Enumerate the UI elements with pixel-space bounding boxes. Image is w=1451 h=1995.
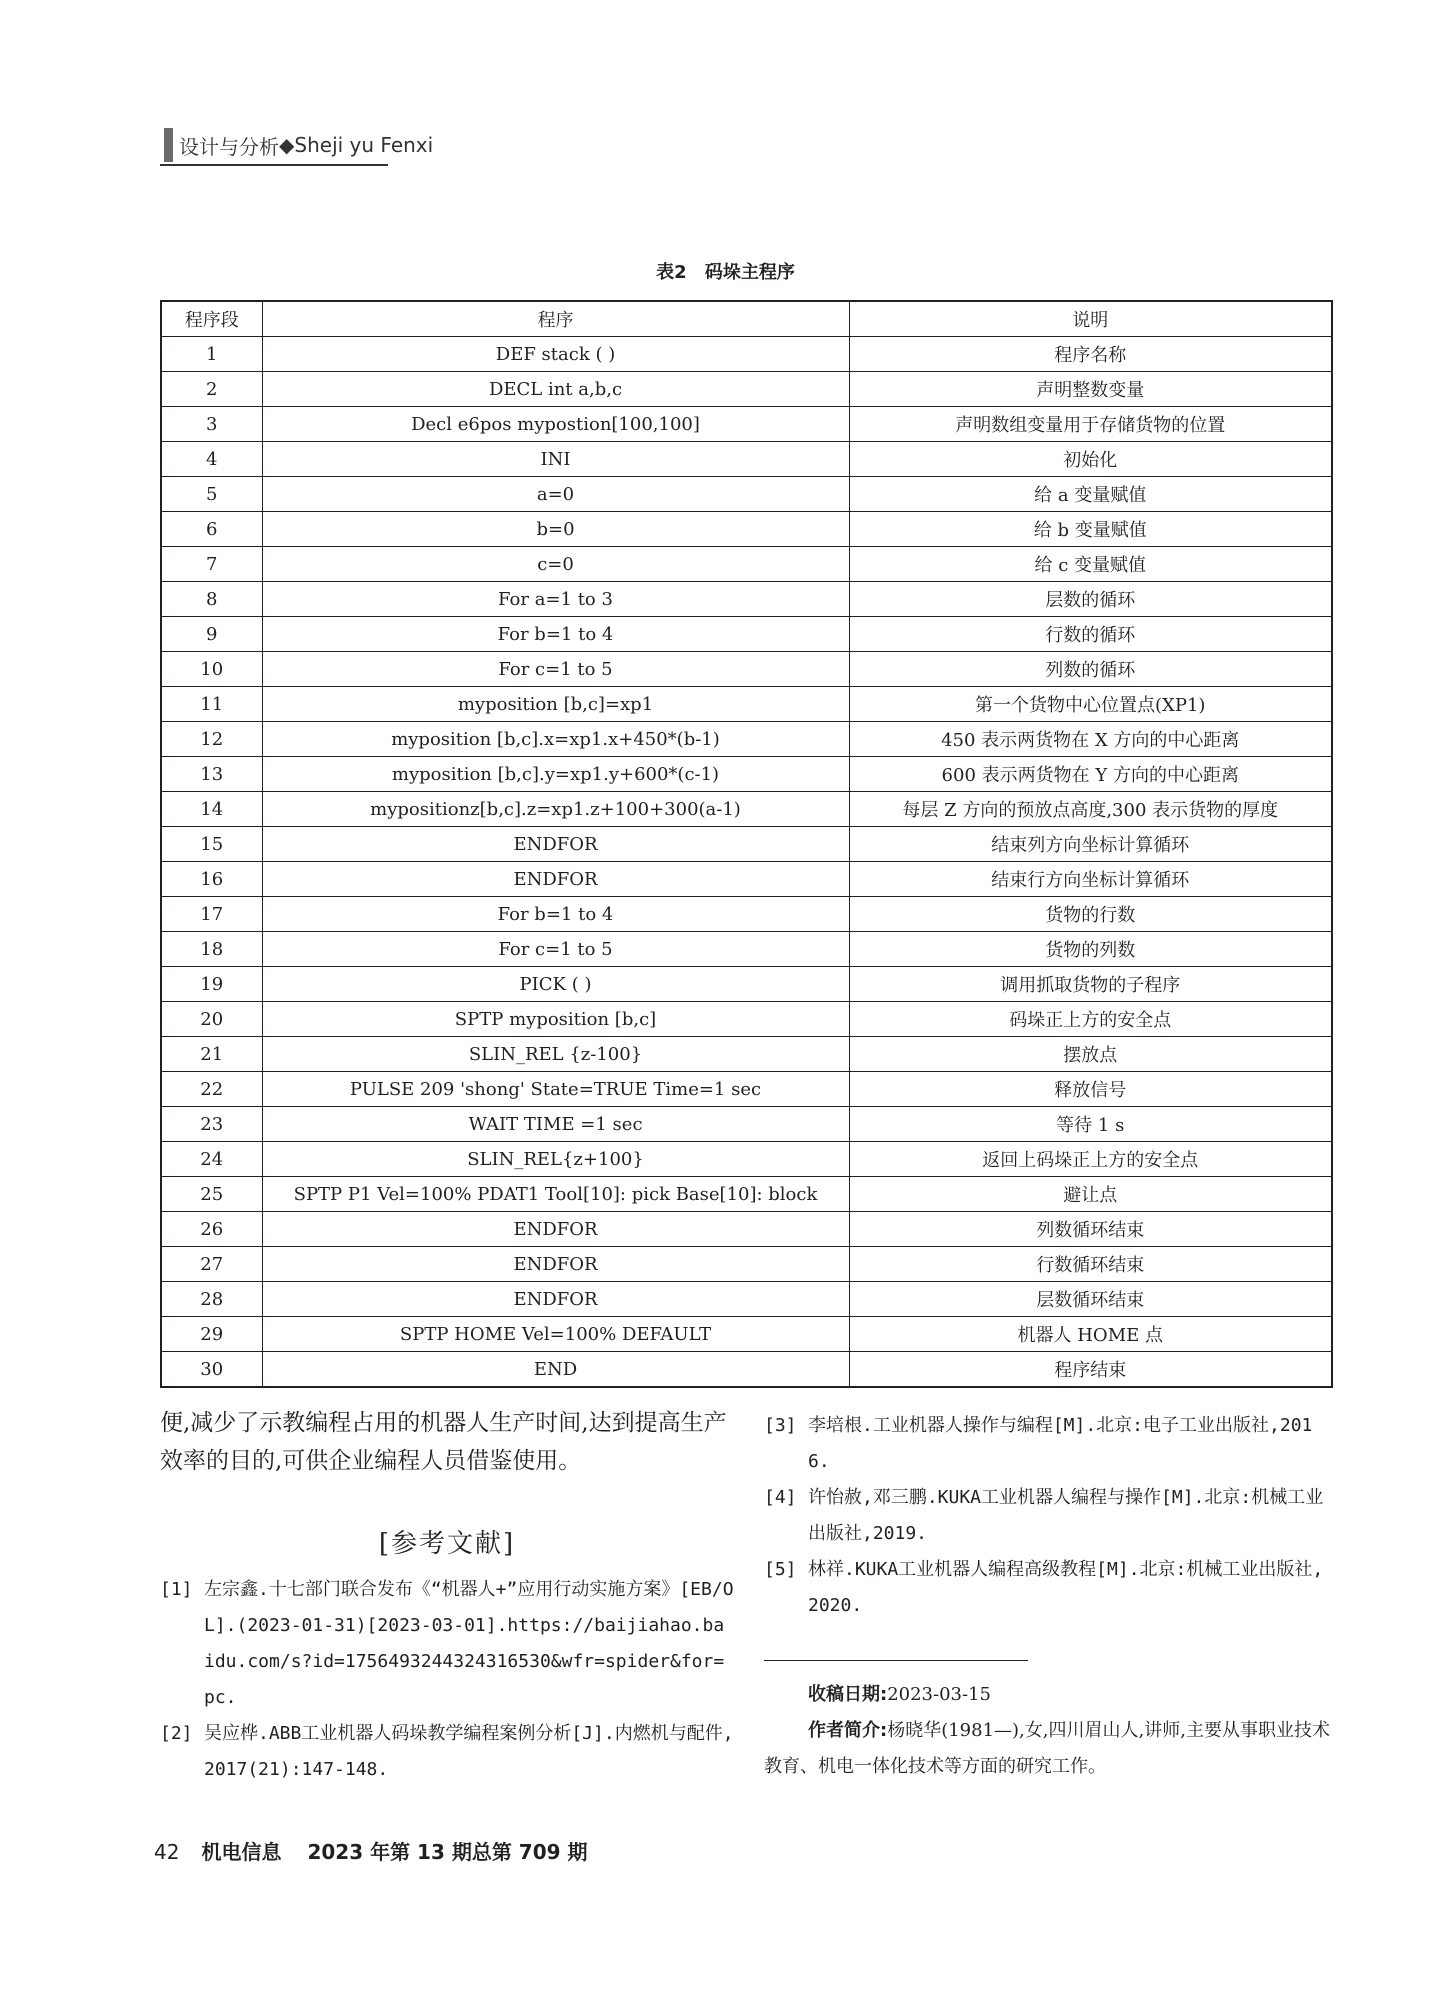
table-row [161,652,1332,687]
reference-item [160,1716,734,1788]
cell-segment: 4 [161,442,262,477]
cell-program: b=0 [262,512,849,547]
cell-program: PICK ( ) [262,967,849,1002]
cell-description: 列数循环结束 [849,1212,1332,1247]
cell-program: ENDFOR [262,1212,849,1247]
header-pinyin: Sheji yu Fenxi [294,133,434,157]
cell-description: 声明数组变量用于存储货物的位置 [849,407,1332,442]
cell-segment: 29 [161,1317,262,1352]
cell-segment: 9 [161,617,262,652]
table-row [161,722,1332,757]
reference-item [764,1480,1332,1552]
cell-program: myposition [b,c].x=xp1.x+450*(b-1) [262,722,849,757]
cell-program: ENDFOR [262,1247,849,1282]
cell-segment: 11 [161,687,262,722]
table-row [161,1037,1332,1072]
cell-program: SLIN_REL {z-100} [262,1037,849,1072]
bio-text: 杨晓华(1981—),女,四川眉山人,讲师,主要从事职业技术教育、机电一体化技术等方面的研究工作。 [764,1720,1330,1777]
program-table [160,300,1333,1388]
cell-segment: 2 [161,372,262,407]
reference-number: [4] [764,1487,797,1508]
cell-description: 机器人 HOME 点 [849,1317,1332,1352]
table-row [161,582,1332,617]
reference-text: 左宗鑫.十七部门联合发布《“机器人+”应用行动实施方案》[EB/OL].(2023-01-31)[2023-03-01].https://baijiahao.baidu.com/s?id=1756493244324316530&wfr=spider&for=pc. [204,1579,734,1708]
table-caption [0,258,1451,284]
author-bio [764,1713,1332,1785]
cell-segment: 5 [161,477,262,512]
cell-program: myposition [b,c].y=xp1.y+600*(c-1) [262,757,849,792]
cell-description: 结束列方向坐标计算循环 [849,827,1332,862]
cell-segment: 23 [161,1107,262,1142]
cell-description: 层数循环结束 [849,1282,1332,1317]
table-row [161,407,1332,442]
cell-segment: 15 [161,827,262,862]
reference-text: 吴应桦.ABB工业机器人码垛教学编程案例分析[J].内燃机与配件,2017(21):147-148. [204,1723,734,1780]
received-label: 收稿日期: [808,1684,888,1705]
cell-description: 释放信号 [849,1072,1332,1107]
cell-program: myposition [b,c]=xp1 [262,687,849,722]
table-row [161,897,1332,932]
right-column [764,1408,1332,1785]
cell-description: 声明整数变量 [849,372,1332,407]
table-row [161,337,1332,372]
cell-description: 行数循环结束 [849,1247,1332,1282]
cell-program: DECL int a,b,c [262,372,849,407]
page-number: 42 [154,1840,180,1864]
cell-program: a=0 [262,477,849,512]
cell-segment: 8 [161,582,262,617]
cell-description: 层数的循环 [849,582,1332,617]
cell-program: PULSE 209 'shong' State=TRUE Time=1 sec [262,1072,849,1107]
cell-program: SPTP P1 Vel=100% PDAT1 Tool[10]: pick Base[10]: block [262,1177,849,1212]
cell-program: INI [262,442,849,477]
cell-description: 给 c 变量赋值 [849,547,1332,582]
table-row [161,827,1332,862]
cell-description: 每层 Z 方向的预放点高度,300 表示货物的厚度 [849,792,1332,827]
cell-segment: 10 [161,652,262,687]
table-row [161,687,1332,722]
cell-segment: 21 [161,1037,262,1072]
cell-program: ENDFOR [262,1282,849,1317]
cell-segment: 14 [161,792,262,827]
table-row [161,1247,1332,1282]
table-row [161,477,1332,512]
cell-description: 给 b 变量赋值 [849,512,1332,547]
cell-program: SLIN_REL{z+100} [262,1142,849,1177]
table-row [161,442,1332,477]
table-row [161,1142,1332,1177]
cell-description: 程序名称 [849,337,1332,372]
table-row [161,1352,1332,1388]
cell-segment: 24 [161,1142,262,1177]
reference-item [764,1408,1332,1480]
header-bar-mark [164,128,173,162]
cell-description: 第一个货物中心位置点(XP1) [849,687,1332,722]
reference-text: 林祥.KUKA工业机器人编程高级教程[M].北京:机械工业出版社,2020. [808,1559,1324,1616]
cell-program: For b=1 to 4 [262,617,849,652]
cell-description: 600 表示两货物在 Y 方向的中心距离 [849,757,1332,792]
running-header [164,128,433,162]
cell-description: 货物的行数 [849,897,1332,932]
table-row [161,1317,1332,1352]
cell-description: 等待 1 s [849,1107,1332,1142]
col-header-segment: 程序段 [161,301,262,337]
cell-segment: 30 [161,1352,262,1388]
cell-program: WAIT TIME =1 sec [262,1107,849,1142]
cell-segment: 22 [161,1072,262,1107]
cell-description: 返回上码垛正上方的安全点 [849,1142,1332,1177]
header-rule [160,164,388,166]
cell-description: 程序结束 [849,1352,1332,1388]
cell-segment: 20 [161,1002,262,1037]
cell-description: 货物的列数 [849,932,1332,967]
cell-program: ENDFOR [262,827,849,862]
col-header-program: 程序 [262,301,849,337]
table-row [161,862,1332,897]
cell-description: 450 表示两货物在 X 方向的中心距离 [849,722,1332,757]
cell-segment: 26 [161,1212,262,1247]
reference-number: [3] [764,1415,797,1436]
cell-program: Decl e6pos mypostion[100,100] [262,407,849,442]
col-header-description: 说明 [849,301,1332,337]
cell-description: 初始化 [849,442,1332,477]
cell-description: 给 a 变量赋值 [849,477,1332,512]
reference-number: [5] [764,1559,797,1580]
cell-program: SPTP myposition [b,c] [262,1002,849,1037]
cell-segment: 12 [161,722,262,757]
table-body [161,337,1332,1388]
table-header-row [161,301,1332,337]
journal-name: 机电信息 [201,1840,282,1864]
cell-segment: 25 [161,1177,262,1212]
table-row [161,1107,1332,1142]
cell-description: 行数的循环 [849,617,1332,652]
bio-label: 作者简介: [808,1720,888,1741]
reference-text: 李培根.工业机器人操作与编程[M].北京:电子工业出版社,2016. [808,1415,1313,1472]
cell-segment: 27 [161,1247,262,1282]
cell-description: 列数的循环 [849,652,1332,687]
references-list-left [160,1572,734,1788]
cell-program: For b=1 to 4 [262,897,849,932]
meta-rule [764,1660,1028,1661]
table-row [161,617,1332,652]
cell-description: 调用抓取货物的子程序 [849,967,1332,1002]
cell-description: 摆放点 [849,1037,1332,1072]
references-list-right [764,1408,1332,1624]
cell-program: For c=1 to 5 [262,932,849,967]
table-row [161,932,1332,967]
cell-segment: 17 [161,897,262,932]
table-row [161,1177,1332,1212]
cell-segment: 16 [161,862,262,897]
references-title: [参考文献] [378,1529,516,1559]
cell-segment: 13 [161,757,262,792]
cell-segment: 6 [161,512,262,547]
table-row [161,1002,1332,1037]
issue-info: 2023 年第 13 期总第 709 期 [307,1840,588,1864]
cell-program: END [262,1352,849,1388]
reference-item [764,1552,1332,1624]
header-section: 设计与分析 [179,134,279,159]
cell-description: 避让点 [849,1177,1332,1212]
cell-description: 码垛正上方的安全点 [849,1002,1332,1037]
table-row [161,372,1332,407]
closing-paragraph: 便,减少了示教编程占用的机器人生产时间,达到提高生产效率的目的,可供企业编程人员借鉴使用。 [160,1410,727,1474]
cell-program: mypositionz[b,c].z=xp1.z+100+300(a-1) [262,792,849,827]
table-row [161,512,1332,547]
header-diamond-icon: ◆ [279,133,295,157]
table-row [161,792,1332,827]
table-row [161,967,1332,1002]
received-value: 2023-03-15 [887,1684,991,1705]
cell-program: ENDFOR [262,862,849,897]
table-row [161,1072,1332,1107]
cell-segment: 7 [161,547,262,582]
cell-segment: 19 [161,967,262,1002]
reference-text: 许怡赦,邓三鹏.KUKA工业机器人编程与操作[M].北京:机械工业出版社,2019. [808,1487,1324,1544]
cell-description: 结束行方向坐标计算循环 [849,862,1332,897]
reference-item [160,1572,734,1716]
table-row [161,1212,1332,1247]
left-column [160,1404,734,1788]
cell-program: DEF stack ( ) [262,337,849,372]
cell-segment: 28 [161,1282,262,1317]
received-date [764,1677,1332,1713]
reference-number: [2] [160,1723,193,1744]
table-row [161,1282,1332,1317]
page-footer [154,1836,588,1865]
reference-number: [1] [160,1579,193,1600]
table-row [161,547,1332,582]
table-number: 表2 [656,262,687,283]
table-row [161,757,1332,792]
cell-program: c=0 [262,547,849,582]
cell-segment: 18 [161,932,262,967]
cell-segment: 3 [161,407,262,442]
cell-program: For a=1 to 3 [262,582,849,617]
cell-program: For c=1 to 5 [262,652,849,687]
cell-segment: 1 [161,337,262,372]
cell-program: SPTP HOME Vel=100% DEFAULT [262,1317,849,1352]
table-title: 码垛主程序 [704,262,795,283]
